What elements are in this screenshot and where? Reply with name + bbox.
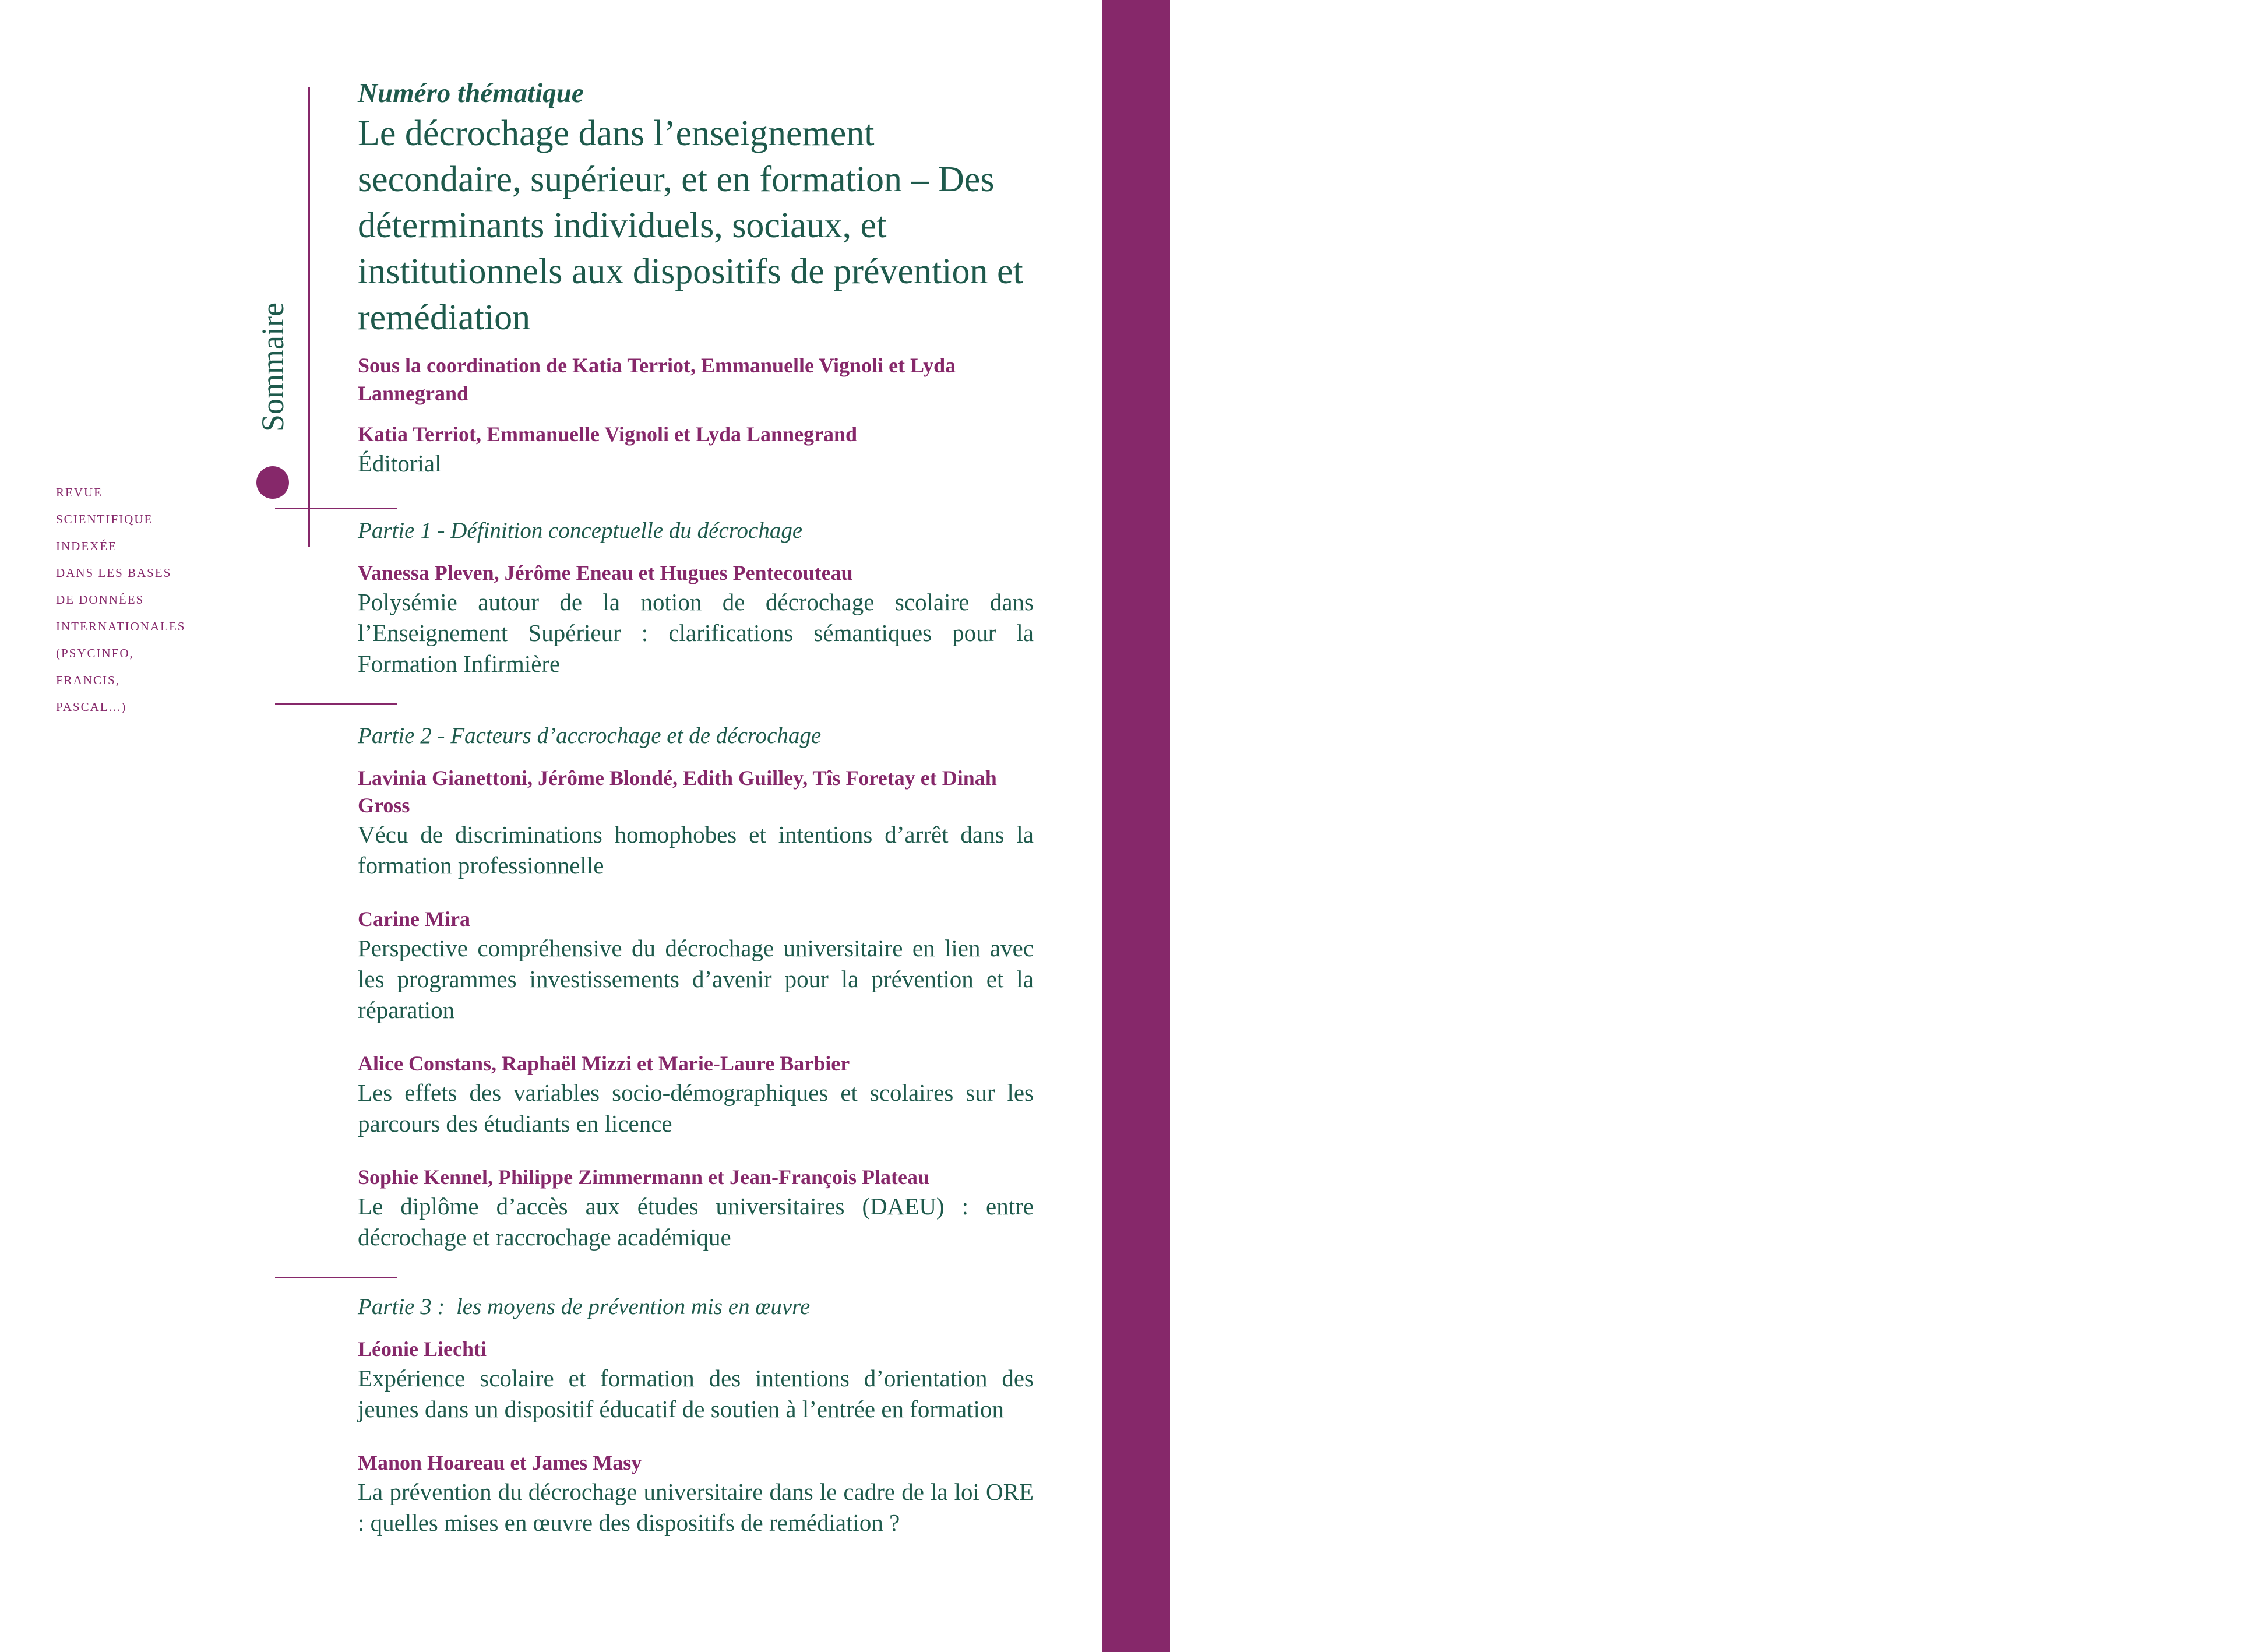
revue-line: INDEXÉE xyxy=(56,539,117,553)
issue-kicker: Numéro thématique xyxy=(358,78,584,108)
part-heading: Partie 3 : les moyens de prévention mis en œuvre xyxy=(358,1294,811,1319)
editorial-authors: Katia Terriot, Emmanuelle Vignoli et Lyda Lannegrand xyxy=(358,422,858,446)
article-authors: Manon Hoareau et James Masy xyxy=(358,1451,642,1474)
article-authors: Lavinia Gianettoni, Jérôme Blondé, Edith Guilley, Tîs Foretay et Dinah Gross xyxy=(358,766,997,817)
right-sidebar-band xyxy=(1102,0,2240,1652)
article-title: La prévention du décrochage universitaire dans le cadre de la loi ORE : quelles mises en œuvre des dispositifs de remédiation ? xyxy=(358,1478,1034,1536)
revue-line: REVUE xyxy=(56,485,103,499)
article-title: Polysémie autour de la notion de décrochage scolaire dans l’Enseignement Supérieur : clarifications sémantiques pour la Formation Infirmière xyxy=(358,589,1034,677)
article-authors: Alice Constans, Raphaël Mizzi et Marie-Laure Barbier xyxy=(358,1052,850,1075)
article-authors: Sophie Kennel, Philippe Zimmermann et Jean-François Plateau xyxy=(358,1165,929,1189)
bullet-dot xyxy=(256,466,289,499)
article-authors: Carine Mira xyxy=(358,907,470,931)
part-heading: Partie 1 - Définition conceptuelle du décrochage xyxy=(358,518,803,543)
revue-line: FRANCIS, xyxy=(56,673,120,687)
issue-title: Le décrochage dans l’enseignement secondaire, supérieur, et en formation – Des déterminants individuels, sociaux, et institutionnels aux dispositifs de prévention et remédiation xyxy=(358,114,1023,337)
article-title: Vécu de discriminations homophobes et intentions d’arrêt dans la formation professionnelle xyxy=(358,821,1034,879)
revue-line: (PSYCINFO, xyxy=(56,646,134,660)
revue-line: SCIENTIFIQUE xyxy=(56,512,153,526)
revue-line: INTERNATIONALES xyxy=(56,619,186,633)
sommaire-label: Sommaire xyxy=(255,302,290,432)
revue-line: PASCAL...) xyxy=(56,700,127,714)
revue-line: DE DONNÉES xyxy=(56,593,145,607)
article-title: Expérience scolaire et formation des intentions d’orientation des jeunes dans un dispositif éducatif de soutien à l’entrée en formation xyxy=(358,1365,1034,1422)
revue-indexation-note xyxy=(56,479,185,720)
article-title: Perspective compréhensive du décrochage universitaire en lien avec les programmes investissements d’avenir pour la prévention et la réparation xyxy=(358,935,1034,1023)
article-authors: Vanessa Pleven, Jérôme Eneau et Hugues Pentecouteau xyxy=(358,561,853,584)
article-authors: Léonie Liechti xyxy=(358,1337,487,1361)
table-of-contents xyxy=(358,76,1034,1538)
article-title: Le diplôme d’accès aux études universitaires (DAEU) : entre décrochage et raccrochage académique xyxy=(358,1193,1034,1251)
article-title: Les effets des variables socio-démographiques et scolaires sur les parcours des étudiants en licence xyxy=(358,1079,1034,1137)
editorial-title: Éditorial xyxy=(358,450,442,477)
part-heading: Partie 2 - Facteurs d’accrochage et de décrochage xyxy=(358,723,822,748)
design-credit: conception graphique / patricia chapuis 2008 xyxy=(2226,1354,2240,1595)
revue-line: DANS LES BASES xyxy=(56,566,172,580)
vertical-rule xyxy=(308,87,310,547)
coordination-line: Sous la coordination de Katia Terriot, Emmanuelle Vignoli et Lyda Lannegrand xyxy=(358,354,956,405)
